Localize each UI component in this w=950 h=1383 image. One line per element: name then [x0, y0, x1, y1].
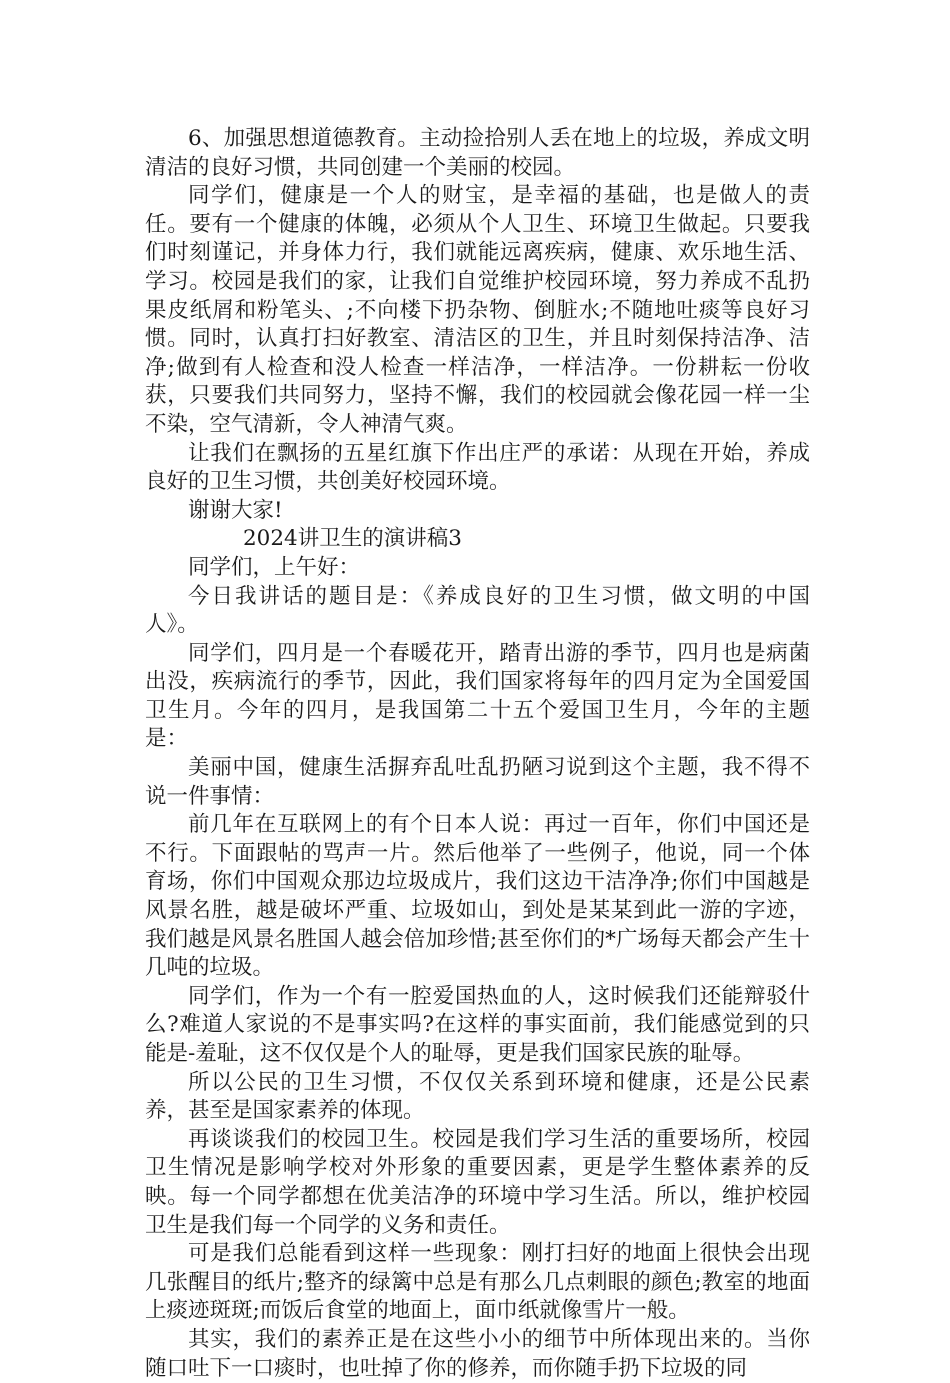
paragraph-shame: 同学们，作为一个有一腔爱国热血的人，这时候我们还能辩驳什么?难道人家说的不是事实吗?在这样的事实面前，我们能感觉到的只能是-羞耻，这不仅仅是个人的耻辱，更是我们国家民族的耻辱。: [145, 983, 810, 1066]
paragraph-moral-education: 6、加强思想道德教育。主动捡拾别人丢在地上的垃圾，养成文明清洁的良好习惯，共同创建一个美丽的校园。: [145, 126, 810, 180]
paragraph-details: 其实，我们的素养正是在这些小小的细节中所体现出来的。当你随口吐下一口痰时，也吐掉了你的修养，而你随手扔下垃圾的同: [145, 1326, 810, 1381]
paragraph-campus-hygiene: 再谈谈我们的校园卫生。校园是我们学习生活的重要场所，校园卫生情况是影响学校对外形象的重要因素，更是学生整体素养的反映。每一个同学都想在优美洁净的环境中学习生活。所以，维护校园卫生是我们每一个同学的义务和责任。: [145, 1126, 810, 1238]
paragraph-thanks: 谢谢大家!: [188, 497, 283, 523]
paragraph-phenomena: 可是我们总能看到这样一些现象：刚打扫好的地面上很快会出现几张醒目的纸片;整齐的绿篱中总是有那么几点刺眼的颜色;教室的地面上痰迹斑斑;而饭后食堂的地面上，面巾纸就像雪片一般。: [145, 1241, 810, 1324]
paragraph-promise: 让我们在飘扬的五星红旗下作出庄严的承诺：从现在开始，养成良好的卫生习惯，共创美好校园环境。: [145, 440, 810, 495]
paragraph-internet-story: 前几年在互联网上的有个日本人说：再过一百年，你们中国还是不行。下面跟帖的骂声一片。然后他举了一些例子，他说，同一个体育场，你们中国观众那边垃圾成片，我们这边干洁净净;你们中国越是风景名胜，越是破坏严重、垃圾如山，到处是某某到此一游的字迹，我们越是风景名胜国人越会倍加珍惜;甚至你们的*广场每天都会产生十几吨的垃圾。: [145, 812, 810, 981]
paragraph-theme: 美丽中国，健康生活摒弃乱吐乱扔陋习说到这个主题，我不得不说一件事情：: [145, 755, 810, 809]
document-body: [145, 125, 810, 1383]
paragraph-speech-topic: 今日我讲话的题目是：《养成良好的卫生习惯，做文明的中国人》。: [145, 583, 810, 638]
section-heading: 2024讲卫生的演讲稿3: [243, 526, 462, 552]
paragraph-health-wealth: 同学们，健康是一个人的财宝，是幸福的基础，也是做人的责任。要有一个健康的体魄，必须从个人卫生、环境卫生做起。只要我们时刻谨记，并身体力行，我们就能远离疾病，健康、欢乐地生活、学习。校园是我们的家，让我们自觉维护校园环境，努力养成不乱扔果皮纸屑和粉笔头、;不向楼下扔杂物、倒脏水;不随地吐痰等良好习惯。同时，认真打扫好教室、清洁区的卫生，并且时刻保持洁净、洁净;做到有人检查和没人检查一样洁净，一样洁净。一份耕耘一份收获，只要我们共同努力，坚持不懈，我们的校园就会像花园一样一尘不染，空气清新，令人神清气爽。: [145, 183, 810, 437]
paragraph-april-hygiene-month: 同学们，四月是一个春暖花开，踏青出游的季节，四月也是病菌出没，疾病流行的季节，因此，我们国家将每年的四月定为全国爱国卫生月。今年的四月，是我国第二十五个爱国卫生月，今年的主题是：: [145, 640, 810, 752]
paragraph-civic-habits: 所以公民的卫生习惯，不仅仅关系到环境和健康，还是公民素养，甚至是国家素养的体现。: [145, 1069, 810, 1124]
paragraph-greeting: 同学们，上午好：: [188, 554, 361, 580]
